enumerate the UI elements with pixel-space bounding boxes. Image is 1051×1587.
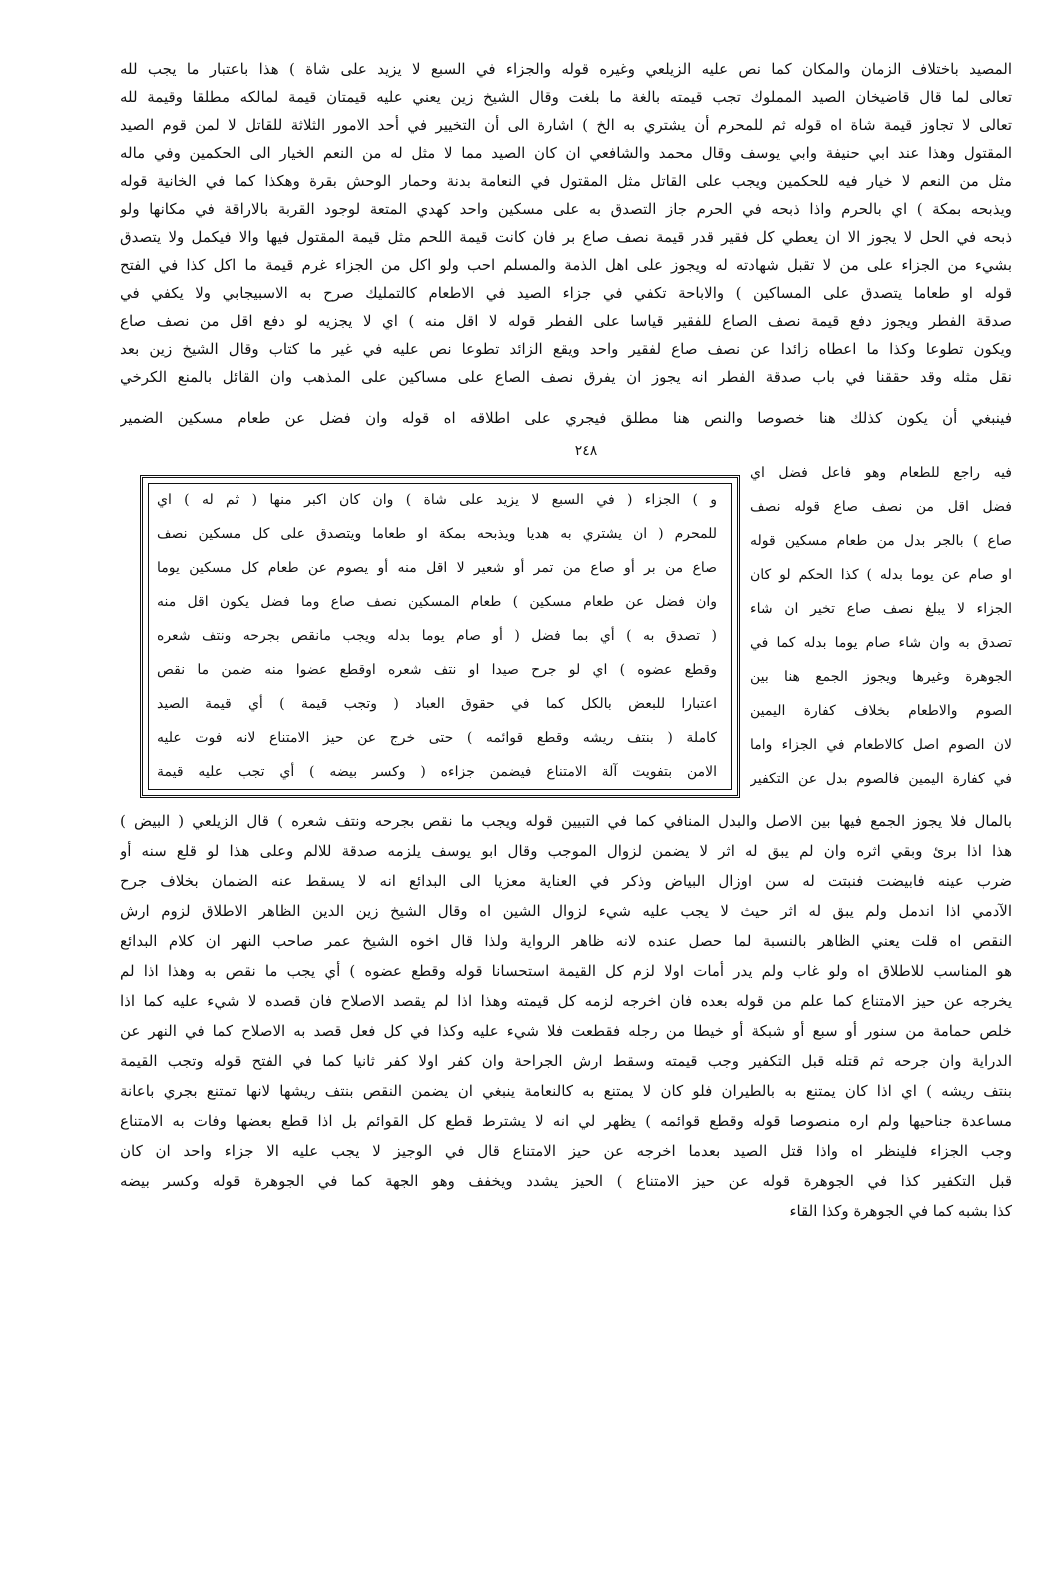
side-commentary-line: الجزاء لا يبلغ نصف صاع تخير ان شاء (750, 601, 1012, 617)
commentary-line: يخرجه عن حيز الامتناع كما علم من قوله بعده فان اخرجه لزمه كل قيمته وهذا اذا لم يقصد الاصلاح فان قصده لا شيء عليه كما اذا (120, 992, 1012, 1010)
main-text-line: كاملة ( بنتف ريشه وقطع قوائمه ) حتى خرج عن حيز الامتناع لانه فوت عليه (157, 730, 717, 746)
commentary-line: النقص اه قلت يعني الظاهر بالنسبة لما حصل عنده لانه ظاهر الرواية ولذا قال اخوه الشيخ عمر صاحب النهر ان كلام البدائع (120, 932, 1012, 950)
commentary-line: كذا بشبه كما في الجوهرة وكذا القاء (789, 1202, 1012, 1220)
side-commentary-line: فضل اقل من نصف صاع قوله نصف (750, 499, 1012, 515)
commentary-line: تعالى لما قال قاضيخان الصيد المملوك تجب قيمته بالغة ما بلغت وقال الشيخ زين يعني عليه قيمتان قيمة لمالكه مطلقا وقيمة لله (120, 88, 1012, 106)
commentary-line: ضرب عينه فابيضت فنبتت له سن اوزال البياض وذكر في العناية معزيا الى البدائع انه لا يسقط عنه الضمان بخلاف جرح (120, 872, 1012, 890)
commentary-line: هو المناسب للاطلاق اه ولو غاب ولم يدر أمات اولا لزم كل القيمة استحسانا قوله وقطع عضوه ) أي يجب ما نقص به وهذا اذا لم (120, 962, 1012, 980)
commentary-line: مساعدة جناحيها ولم اره منصوصا قوله وقطع قوائمه ) يظهر لي انه لا يشترط قطع كل القوائم بل اذا قطع بعضها وفات به الامتناع (120, 1112, 1012, 1130)
commentary-line: ذبحه في الحل لا يجوز الا ان يعطي كل فقير قدر قيمة نصف صاع بر فان كانت قيمة اللحم مثل قيمة المقتول فيها والا فيكمل ولا يتصدق (120, 228, 1012, 246)
commentary-line: المصيد باختلاف الزمان والمكان كما نص عليه الزيلعي وغيره قوله والجزاء في السبع لا يزيد على شاة ) هذا باعتبار ما يجب لله (120, 60, 1012, 78)
commentary-line: تعالى لا تجاوز قيمة شاة اه قوله ثم للمحرم أن يشتري به الخ ) اشارة الى أن التخيير في أحد الامور الثلاثة للقاتل لا لمن قوم الصيد (120, 116, 1012, 134)
commentary-line: صدقة الفطر ويجوز دفع قيمة نصف الصاع للفقير قياسا على الفطر قوله لا اقل منه ) اي لا يجزيه لو دفع اقل من نصف صاع (120, 312, 1012, 330)
commentary-line: مثل من النعم لا خيار فيه للحكمين ويجب على القاتل مثل المقتول في النعامة بدنة وحمار الوحش بقرة وهكذا كما في الخانية قوله (120, 172, 1012, 190)
main-text-line: وان فضل عن طعام مسكين ) طعام المسكين نصف صاع وما فضل يكون اقل منه (157, 594, 717, 610)
commentary-line: هذا اذا برئ وبقي اثره وان لم يبق له اثر لا يضمن لزوال الموجب وقال ابو يوسف يلزمه صدقة للالم وعلى هذا لو قلع سنه أو (120, 842, 1012, 860)
commentary-line: ويكون تطوعا وكذا ما اعطاه زائدا عن نصف صاع لفقير واحد ويقع الزائد تطوعا نص عليه في غير ما كتاب وقال الشيخ زين بعد (120, 340, 1012, 358)
commentary-line: قبل التكفير كذا في الجوهرة قوله عن حيز الامتناع ) الحيز يشدد ويخفف وهو الجهة كما في الجوهرة قوله وكسر بيضه (120, 1172, 1012, 1190)
main-text-line: ( تصدق به ) أي بما فضل ( أو صام يوما بدله ويجب مانقص بجرحه ونتف شعره (157, 628, 717, 644)
commentary-line: ويذبحه بمكة ) اي بالحرم واذا ذبحه في الحرم جاز التصدق به على مسكين واحد كهدي المتعة لوجود القربة بالاراقة في مكانها ولو (120, 200, 1012, 218)
side-commentary-line: صاع ) بالجر بدل من طعام مسكين قوله (750, 533, 1012, 549)
commentary-line: بالمال فلا يجوز الجمع فيها بين الاصل والبدل المنافي كما في التبيين قوله ويجب ما نقص بجرحه ونتف شعره ) قال الزيلعي ( البيض ) (120, 812, 1012, 830)
commentary-line: فينبغي أن يكون كذلك هنا خصوصا والنص هنا مطلق فيجري على اطلاقه اه قوله وان فضل عن طعام مسكين الضمير (120, 409, 1012, 427)
page-number: ٢٤٨ (574, 443, 598, 459)
commentary-line: خلص حمامة من سنور أو سبع أو شبكة أو خيطا من رجله فقطعت فلا شيء عليه وكذا في كل فعل قصد به الاصلاح كما في النهر عن (120, 1022, 1012, 1040)
side-commentary-line: في كفارة اليمين فالصوم بدل عن التكفير (750, 771, 1012, 787)
main-text-line: الامن بتفويت آلة الامتناع فيضمن جزاءه ( وكسر بيضه ) أي تجب عليه قيمة (157, 764, 717, 780)
commentary-line: الدراية وان جرحه ثم قتله قبل التكفير وجب قيمته وسقط ارش الجراحة وان كفر اولا كفر ثانيا كما في الفتح قوله وتجب القيمة (120, 1052, 1012, 1070)
main-text-box (140, 475, 740, 798)
side-commentary-line: الجوهرة وغيرها ويجوز الجمع هنا بين (750, 669, 1012, 685)
side-commentary-line: او صام عن يوما بدله ) كذا الحكم لو كان (750, 567, 1012, 583)
side-commentary-line: فيه راجع للطعام وهو فاعل فضل اي (750, 465, 1012, 481)
commentary-line: المقتول وهذا عند ابي حنيفة وابي يوسف وقال محمد والشافعي ان كان الصيد مما لا مثل له من النعم الخيار الى الحكمين وفي ماله (120, 144, 1012, 162)
side-commentary-line: تصدق به وان شاء صام يوما بدله كما في (750, 635, 1012, 651)
commentary-line: نقل مثله وقد حققنا في باب صدقة الفطر انه يجوز ان يفرق نصف الصاع على مساكين على المذهب وان القائل بالمنع الكرخي (120, 368, 1012, 386)
commentary-line: قوله او طعاما يتصدق على المساكين ) والاباحة تكفي في جزاء الصيد في الاطعام كالتمليك صرح به الاسبيجابي ولا يكفي في (120, 284, 1012, 302)
main-text-line: وقطع عضوه ) اي لو جرح صيدا او نتف شعره اوقطع عضوا منه ضمن ما نقص (157, 662, 717, 678)
commentary-line: الآدمي اذا اندمل ولم يبق له اثر حيث لا يجب عليه شيء لزوال الشين اه وقال الشيخ زين الدين الظاهر الاطلاق لزوم ارش (120, 902, 1012, 920)
commentary-line: بشيء من الجزاء على من لا تقبل شهادته له ويجوز على اهل الذمة والمسلم احب ولو اكل من الجزاء غرم قيمة ما اكل كذا في الفتح (120, 256, 1012, 274)
main-text-line: و ) الجزاء ( في السبع لا يزيد على شاة ) وان كان اكبر منها ( ثم له ) اي (157, 492, 717, 508)
main-text-line: اعتبارا للبعض بالكل كما في حقوق العباد ( وتجب قيمة ) أي قيمة الصيد (157, 696, 717, 712)
commentary-line: وجب الجزاء فلينظر اه واذا قتل الصيد بعدما اخرجه عن حيز الامتناع قال في الوجيز لا يجب عليه الا جزاء واحد ان كان (120, 1142, 1012, 1160)
side-commentary-line: لان الصوم اصل كالاطعام في الجزاء واما (750, 737, 1012, 753)
commentary-line: بنتف ريشه ) اي اذا كان يمتنع به بالطيران فلو كان لا يمتنع به كالنعامة ينبغي ان يضمن النقص بنتف ريشها لانها تمتنع بجري باعانة (120, 1082, 1012, 1100)
main-text-line: للمحرم ( ان يشتري به هديا ويذبحه بمكة او طعاما ويتصدق على كل مسكين نصف (157, 526, 717, 542)
main-text-line: صاع من بر أو صاع من تمر أو شعير لا اقل منه أو يصوم عن طعام كل مسكين يوما (157, 560, 717, 576)
side-commentary-line: الصوم والاطعام بخلاف كفارة اليمين (750, 703, 1012, 719)
